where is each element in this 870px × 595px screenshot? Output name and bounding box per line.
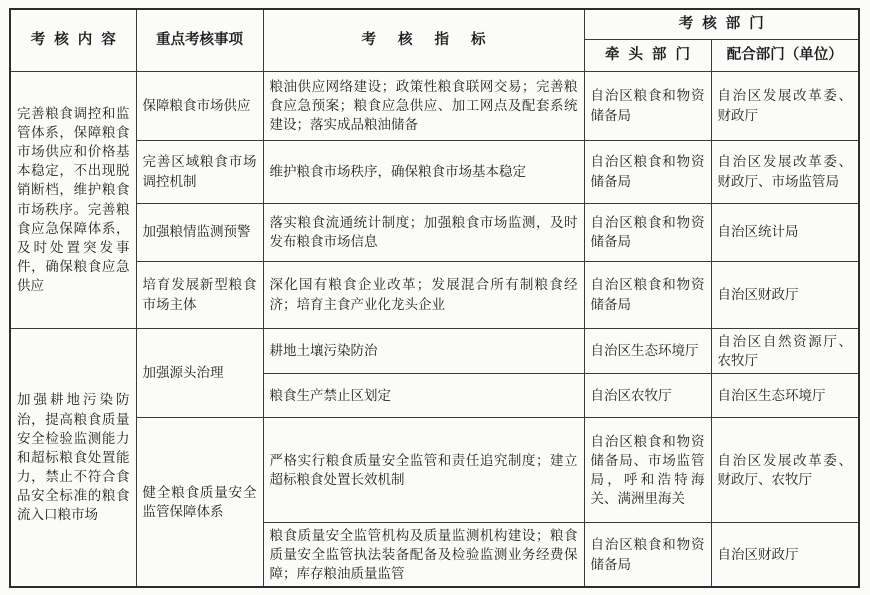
header-lead-department: 牵头部门 (584, 39, 711, 71)
key-item-cell: 健全粮食质量安全监管保障体系 (136, 417, 263, 587)
header-key-items: 重点考核事项 (136, 9, 263, 71)
indicator-cell: 维护粮食市场秩序，确保粮食市场基本稳定 (263, 140, 584, 203)
key-item-cell: 加强源头治理 (136, 328, 263, 417)
table-row (10, 328, 859, 373)
lead-department-cell: 自治区农牧厅 (584, 373, 711, 417)
table-row (10, 71, 859, 140)
header-content: 考核内容 (10, 9, 136, 71)
support-department-cell: 自治区发展改革委、财政厅、农牧厅 (711, 417, 859, 522)
key-item-cell: 培育发展新型粮食市场主体 (136, 261, 263, 328)
header-row-1 (10, 9, 859, 39)
header-departments: 考核部门 (584, 9, 859, 39)
support-department-cell: 自治区发展改革委、财政厅 (711, 71, 859, 140)
table-row (10, 417, 859, 522)
indicator-cell: 落实粮食流通统计制度；加强粮食市场监测，及时发布粮食市场信息 (263, 203, 584, 261)
support-department-cell: 自治区发展改革委、财政厅、市场监管局 (711, 140, 859, 203)
indicator-cell: 耕地土壤污染防治 (263, 328, 584, 373)
lead-department-cell: 自治区粮食和物资储备局 (584, 140, 711, 203)
key-item-cell: 加强粮情监测预警 (136, 203, 263, 261)
indicator-cell: 严格实行粮食质量安全监管和责任追究制度；建立超标粮食处置长效机制 (263, 417, 584, 522)
key-item-cell: 完善区域粮食市场调控机制 (136, 140, 263, 203)
content-cell-section-2: 加强耕地污染防治，提高粮食质量安全检验监测能力和超标粮食处置能力，禁止不符合食品安全标准的粮食流入口粮市场 (10, 328, 136, 587)
support-department-cell: 自治区生态环境厅 (711, 373, 859, 417)
lead-department-cell: 自治区粮食和物资储备局 (584, 522, 711, 587)
support-department-cell: 自治区统计局 (711, 203, 859, 261)
indicator-cell: 粮食生产禁止区划定 (263, 373, 584, 417)
lead-department-cell: 自治区粮食和物资储备局、市场监管局，呼和浩特海关、满洲里海关 (584, 417, 711, 522)
key-item-cell: 保障粮食市场供应 (136, 71, 263, 140)
indicator-cell: 深化国有粮食企业改革；发展混合所有制粮食经济；培育主食产业化龙头企业 (263, 261, 584, 328)
lead-department-cell: 自治区生态环境厅 (584, 328, 711, 373)
table-row (10, 261, 859, 328)
lead-department-cell: 自治区粮食和物资储备局 (584, 261, 711, 328)
support-department-cell: 自治区财政厅 (711, 261, 859, 328)
lead-department-cell: 自治区粮食和物资储备局 (584, 203, 711, 261)
header-indicators: 考核指标 (263, 9, 584, 71)
indicator-cell: 粮食质量安全监管机构及质量监测机构建设；粮食质量安全监管执法装备配备及检验监测业务经费保障；库存粮油质量监管 (263, 522, 584, 587)
indicator-cell: 粮油供应网络建设；政策性粮食联网交易；完善粮食应急预案；粮食应急供应、加工网点及配套系统建设；落实成品粮油储备 (263, 71, 584, 140)
content-cell-section-1: 完善粮食调控和监管体系，保障粮食市场供应和价格基本稳定，不出现脱销断档，维护粮食市场秩序。完善粮食应急保障体系，及时处置突发事件，确保粮食应急供应 (10, 71, 136, 328)
assessment-table (9, 8, 860, 588)
table-row (10, 140, 859, 203)
table-row (10, 203, 859, 261)
support-department-cell: 自治区财政厅 (711, 522, 859, 587)
lead-department-cell: 自治区粮食和物资储备局 (584, 71, 711, 140)
support-department-cell: 自治区自然资源厅、农牧厅 (711, 328, 859, 373)
header-support-department: 配合部门（单位） (711, 39, 859, 71)
